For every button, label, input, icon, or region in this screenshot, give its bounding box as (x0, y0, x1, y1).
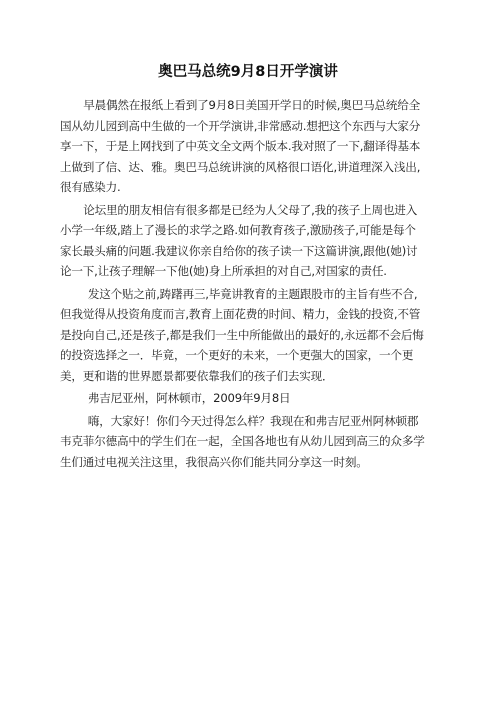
document-body (60, 95, 426, 474)
paragraph-speech-opening: 嗨，大家好！你们今天过得怎么样？我现在和弗吉尼亚州阿林顿郡韦克菲尔德高中的学生们在一起，全国各地也有从幼儿园到高三的众多学生们通过电视关注这里，我很高兴你们能共同分享这一时刻。 (60, 413, 425, 469)
paragraph-investment: 发这个贴之前,踌躇再三,毕竟讲教育的主题跟股市的主旨有些不合,但我觉得从投资角度而言,教育上面花费的时间、精力，金钱的投资,不管是投向自己,还是孩子,都是我们一生中所能做出的最好的,永远都不会后悔的投资选择之一．毕竟，一个更好的未来，一个更强大的国家，一个更美，更和谐的世界愿景都要依靠我们的孩子们去实现． (60, 286, 424, 383)
document-title: 奥巴马总统9月8日开学演讲 (158, 64, 338, 80)
paragraph-intro: 早晨偶然在报纸上看到了9月8日美国开学日的时候,奥巴马总统给全国从幼儿园到高中生做的一个开学演讲,非常感动.想把这个东西与大家分享一下，于是上网找到了中英文全文两个版本.我对照了一下,翻译得基本上做到了信、达、雅。奥巴马总统讲演的风格很口语化,讲道理深入浅出,很有感染力. (60, 98, 421, 194)
paragraph-forum: 论坛里的朋友相信有很多都是已经为人父母了,我的孩子上周也进入小学一年级,踏上了漫长的求学之路.如何教育孩子,激励孩子,可能是每个家长最头痛的问题.我建议你亲自给你的孩子读一下这篇讲演,跟他(她)讨论一下,让孩子理解一下他(她)身上所承担的对自己,对国家的责任. (60, 202, 418, 278)
paragraph-dateline: 弗吉尼亚州，阿林顿市，2009年9月8日 (87, 391, 291, 405)
